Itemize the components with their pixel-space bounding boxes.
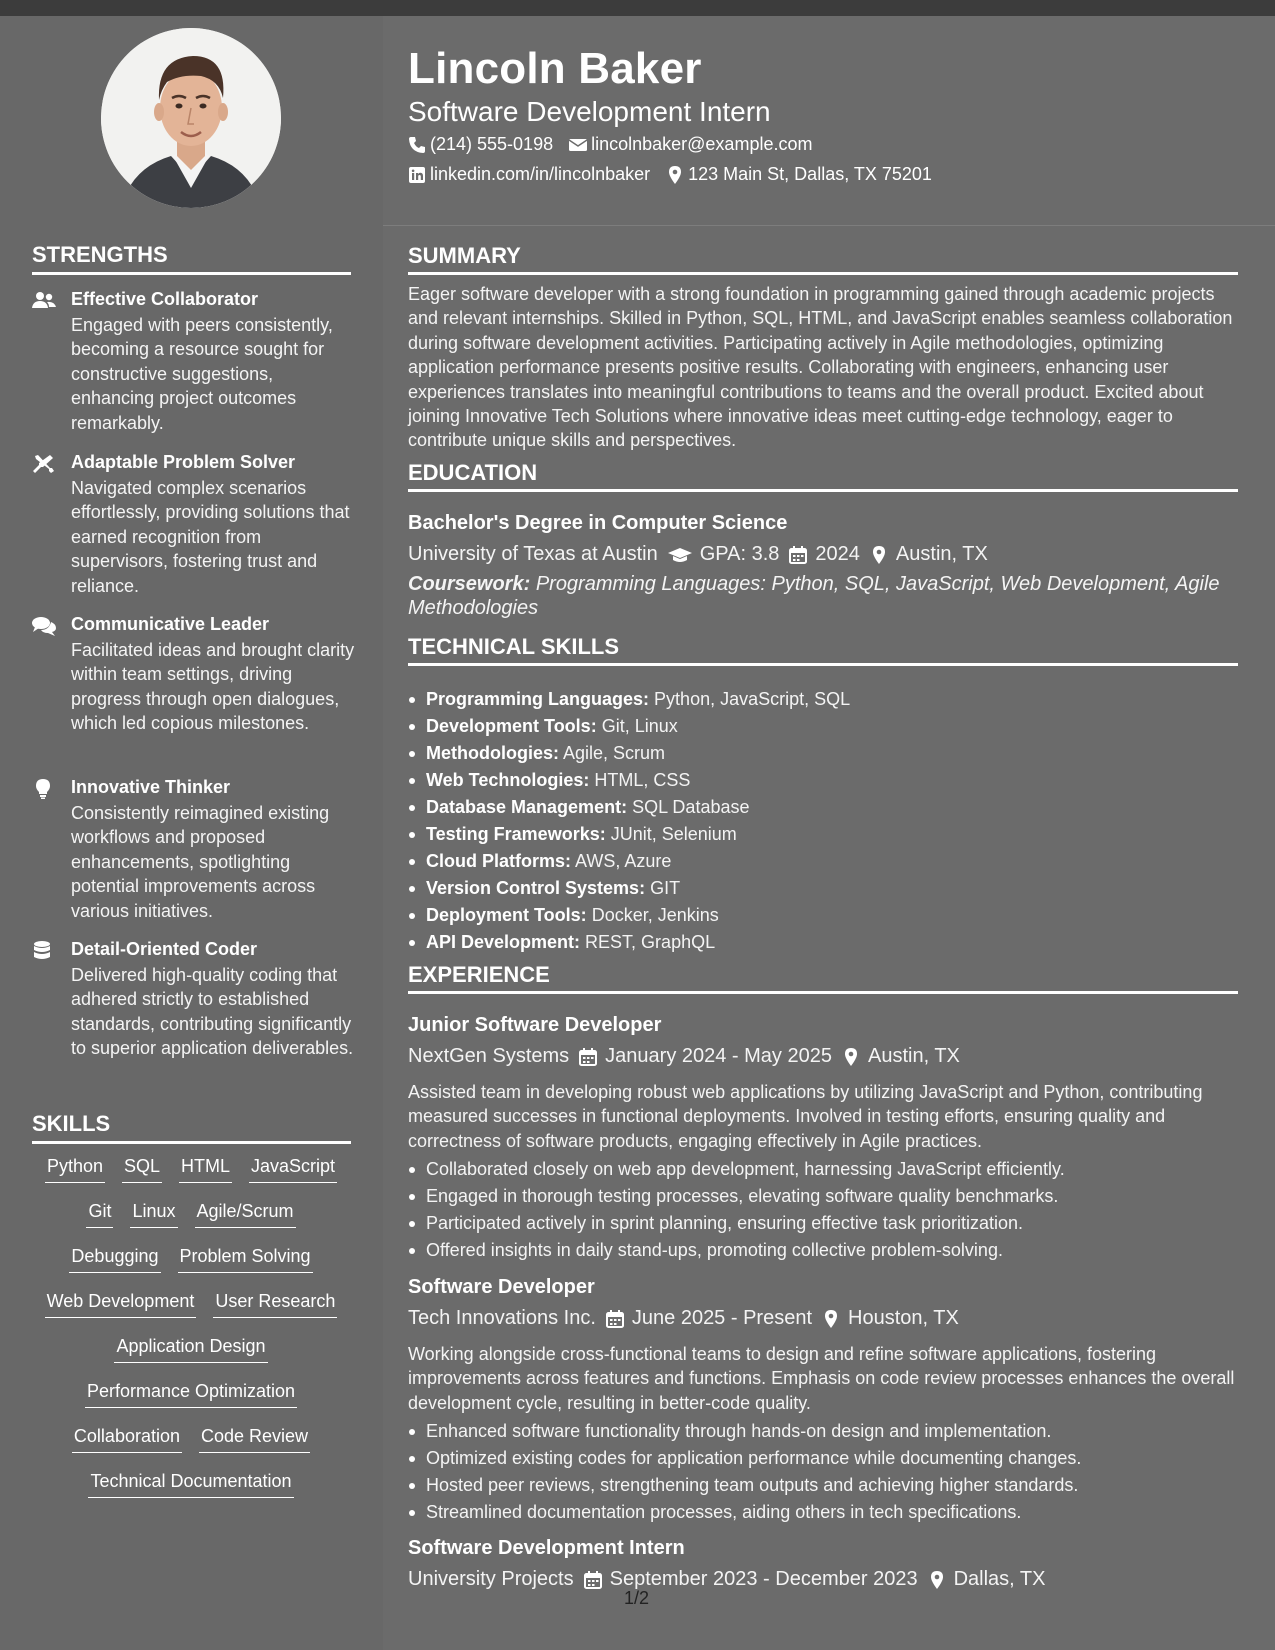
resume-page xyxy=(0,16,1275,1650)
skill-tag: Linux xyxy=(130,1201,177,1228)
degree-title: Bachelor's Degree in Computer Science xyxy=(408,512,788,534)
strength-item xyxy=(32,452,362,596)
experience-heading: EXPERIENCE xyxy=(408,962,550,987)
summary-rule xyxy=(408,272,1238,275)
skill-tag: Code Review xyxy=(199,1426,310,1453)
job-description: Assisted team in developing robust web applications by utilizing JavaScript and Python, contributing measured successes in functional deployments. Involved in testing efforts, ensuring quality and correctness of software products, engaging effectively in Agile practices. xyxy=(408,1082,1203,1151)
dates-item xyxy=(579,1045,832,1068)
dates-text: January 2024 - May 2025 xyxy=(605,1045,832,1067)
job-title: Software Developer xyxy=(408,1276,595,1298)
phone-contact xyxy=(408,134,553,155)
skill-category: Methodologies: xyxy=(426,743,559,763)
strength-item xyxy=(32,614,362,754)
linkedin-contact[interactable] xyxy=(408,164,650,185)
users-icon xyxy=(32,291,56,311)
skill-tag: Web Development xyxy=(45,1291,197,1318)
job-bullets xyxy=(408,1418,1238,1526)
calendar-icon xyxy=(579,1048,597,1066)
strengths-heading: STRENGTHS xyxy=(32,242,168,267)
list-item: Offered insights in daily stand-ups, promoting collective problem-solving. xyxy=(408,1237,1238,1264)
education-rule xyxy=(408,489,1238,492)
contact-row xyxy=(408,134,812,155)
phone-text: (214) 555-0198 xyxy=(430,134,554,154)
location-text: Dallas, TX xyxy=(953,1568,1046,1590)
education-heading: EDUCATION xyxy=(408,460,538,485)
dates-item xyxy=(606,1307,812,1330)
skill-category: API Development: xyxy=(426,932,581,952)
email-link[interactable]: lincolnbaker@example.com xyxy=(591,134,813,154)
skill-tag: JavaScript xyxy=(249,1156,337,1183)
email-contact[interactable] xyxy=(569,134,812,155)
calendar-icon xyxy=(606,1310,624,1328)
profile-photo xyxy=(101,28,281,208)
list-item xyxy=(408,740,1238,767)
strength-desc: Navigated complex scenarios effortlessly, providing solutions that earned recognition from supervisors, fostering trust and reliance. xyxy=(71,478,350,596)
list-item: Streamlined documentation processes, aiding others in tech specifications. xyxy=(408,1499,1238,1526)
skill-tag: Application Design xyxy=(114,1336,267,1363)
dates-text: September 2023 - December 2023 xyxy=(609,1568,918,1590)
dates-text: June 2025 - Present xyxy=(631,1307,813,1329)
list-item xyxy=(408,821,1238,848)
database-icon xyxy=(32,941,56,961)
summary-heading: SUMMARY xyxy=(408,243,521,268)
summary-text: Eager software developer with a strong foundation in programming gained through academic projects and relevant internships. Skilled in Python, SQL, HTML, and JavaScript enables seamless collaboration during software development activities. Participating actively in Agile methodologies, optimizing application performance presents positive results. Collaborating with engineers, enhancing user experiences translates into meaningful contributions to teams and the overall product. Excited about joining Innovative Tech Solutions where innovative ideas meet cutting-edge technology, eager to contribute unique skills and perspectives. xyxy=(408,284,1233,451)
candidate-name: Lincoln Baker xyxy=(408,44,702,93)
list-item xyxy=(408,713,1238,740)
linkedin-icon xyxy=(408,166,426,184)
linkedin-link[interactable]: linkedin.com/in/lincolnbaker xyxy=(430,164,651,184)
skill-values: SQL Database xyxy=(632,797,750,817)
calendar-icon xyxy=(584,1571,602,1589)
strength-title: Communicative Leader xyxy=(71,614,270,634)
skill-values: Docker, Jenkins xyxy=(591,905,719,925)
map-marker-icon xyxy=(666,166,684,184)
list-item: Participated actively in sprint planning, ensuring effective task prioritization. xyxy=(408,1210,1238,1237)
strength-desc: Consistently reimagined existing workflows and proposed enhancements, spotlighting potential improvements across various initiatives. xyxy=(71,803,330,921)
skill-values: Python, JavaScript, SQL xyxy=(654,689,851,709)
company-name: NextGen Systems xyxy=(408,1045,570,1067)
comments-icon xyxy=(32,616,56,636)
skill-category: Deployment Tools: xyxy=(426,905,587,925)
company-name: Tech Innovations Inc. xyxy=(408,1307,596,1329)
strength-desc: Facilitated ideas and brought clarity within team settings, driving progress through open dialogues, which led copious milestones. xyxy=(71,640,355,734)
job-meta xyxy=(408,1045,960,1068)
list-item: Hosted peer reviews, strengthening team outputs and achieving higher standards. xyxy=(408,1472,1238,1499)
list-item: Collaborated closely on web app development, harnessing JavaScript efficiently. xyxy=(408,1156,1238,1183)
list-item xyxy=(408,794,1238,821)
skill-tag: Collaboration xyxy=(72,1426,182,1453)
list-item xyxy=(408,929,1238,956)
tools-icon xyxy=(32,454,56,474)
location-item xyxy=(822,1307,959,1330)
skill-category: Development Tools: xyxy=(426,716,597,736)
education-meta xyxy=(408,543,988,566)
strength-item xyxy=(32,777,362,921)
job-bullets xyxy=(408,1156,1238,1264)
skill-category: Programming Languages: xyxy=(426,689,650,709)
list-item xyxy=(408,875,1238,902)
list-item: Enhanced software functionality through hands-on design and implementation. xyxy=(408,1418,1238,1445)
skill-category: Web Technologies: xyxy=(426,770,590,790)
left-column xyxy=(0,16,383,1650)
strength-title: Innovative Thinker xyxy=(71,777,231,797)
gpa-item xyxy=(668,543,780,566)
skill-values: HTML, CSS xyxy=(594,770,691,790)
job-meta xyxy=(408,1307,959,1330)
year-text: 2024 xyxy=(815,543,860,565)
map-marker-icon xyxy=(870,546,888,564)
job-meta xyxy=(408,1568,1045,1591)
skill-tag: Debugging xyxy=(69,1246,160,1273)
skill-tag: SQL xyxy=(122,1156,162,1183)
graduation-cap-icon xyxy=(668,546,692,564)
top-bar xyxy=(0,0,1275,16)
skill-category: Cloud Platforms: xyxy=(426,851,572,871)
map-marker-icon xyxy=(928,1571,946,1589)
skill-tag: Problem Solving xyxy=(178,1246,313,1273)
technical-list xyxy=(408,686,1238,956)
location-item xyxy=(842,1045,960,1068)
strength-title: Detail-Oriented Coder xyxy=(71,939,258,959)
header-divider xyxy=(383,225,1275,226)
list-item xyxy=(408,848,1238,875)
skills-heading: SKILLS xyxy=(32,1111,111,1136)
skill-tag: Performance Optimization xyxy=(85,1381,297,1408)
skill-tag: HTML xyxy=(179,1156,232,1183)
lightbulb-icon xyxy=(32,779,56,799)
coursework-text: Programming Languages: Python, SQL, JavaScript, Web Development, Agile Methodologies xyxy=(408,573,1220,620)
location-text: Houston, TX xyxy=(848,1307,959,1329)
list-item: Optimized existing codes for application performance while documenting changes. xyxy=(408,1445,1238,1472)
experience-rule xyxy=(408,991,1238,994)
strength-item xyxy=(32,289,362,433)
contact-row xyxy=(408,164,932,185)
skills-rule xyxy=(32,1141,351,1144)
skill-values: GIT xyxy=(650,878,681,898)
company-name: University Projects xyxy=(408,1568,574,1590)
skill-category: Version Control Systems: xyxy=(426,878,646,898)
job-title: Junior Software Developer xyxy=(408,1014,662,1036)
skill-category: Testing Frameworks: xyxy=(426,824,606,844)
location-text: Austin, TX xyxy=(867,1045,960,1067)
location-text: Austin, TX xyxy=(895,543,988,565)
strength-item xyxy=(32,939,362,1079)
strengths-rule xyxy=(32,272,351,275)
coursework xyxy=(408,572,1238,621)
skill-tag: Git xyxy=(86,1201,113,1228)
skill-values: JUnit, Selenium xyxy=(610,824,737,844)
job-title: Software Development Intern xyxy=(408,1537,685,1559)
skill-values: REST, GraphQL xyxy=(585,932,716,952)
skill-tag: Agile/Scrum xyxy=(195,1201,296,1228)
address-contact xyxy=(666,164,932,185)
skill-values: AWS, Azure xyxy=(575,851,672,871)
location-item xyxy=(870,543,988,566)
strength-title: Effective Collaborator xyxy=(71,289,259,309)
technical-rule xyxy=(408,663,1238,666)
envelope-icon xyxy=(569,136,587,154)
technical-heading: TECHNICAL SKILLS xyxy=(408,634,620,659)
map-marker-icon xyxy=(842,1048,860,1066)
skill-values: Agile, Scrum xyxy=(563,743,666,763)
skill-values: Git, Linux xyxy=(601,716,678,736)
strength-desc: Delivered high-quality coding that adhered strictly to established standards, contributing significantly to superior application deliverables. xyxy=(71,965,354,1059)
right-column xyxy=(383,16,1275,1650)
list-item: Engaged in thorough testing processes, elevating software quality benchmarks. xyxy=(408,1183,1238,1210)
location-item xyxy=(928,1568,1046,1591)
calendar-icon xyxy=(789,546,807,564)
address-text: 123 Main St, Dallas, TX 75201 xyxy=(688,164,932,184)
list-item xyxy=(408,767,1238,794)
strength-desc: Engaged with peers consistently, becoming a resource sought for constructive suggestions, enhancing project outcomes remarkably. xyxy=(71,315,333,433)
phone-icon xyxy=(408,136,426,154)
map-marker-icon xyxy=(822,1310,840,1328)
skills-cloud xyxy=(30,1156,352,1516)
school-name: University of Texas at Austin xyxy=(408,543,658,565)
strength-title: Adaptable Problem Solver xyxy=(71,452,296,472)
gpa-text: GPA: 3.8 xyxy=(699,543,780,565)
candidate-role: Software Development Intern xyxy=(408,96,771,127)
coursework-label: Coursework: xyxy=(408,573,531,595)
job-description: Working alongside cross-functional teams to design and refine software applications, fostering improvements across features and functions. Emphasis on code review processes enhances the overall development cycle, resulting in better-code quality. xyxy=(408,1344,1235,1413)
list-item xyxy=(408,686,1238,713)
skill-tag: Python xyxy=(45,1156,105,1183)
skill-tag: Technical Documentation xyxy=(88,1471,293,1498)
list-item xyxy=(408,902,1238,929)
year-item xyxy=(789,543,860,566)
skill-category: Database Management: xyxy=(426,797,628,817)
skill-tag: User Research xyxy=(213,1291,337,1318)
page-number: 1/2 xyxy=(624,1588,650,1608)
